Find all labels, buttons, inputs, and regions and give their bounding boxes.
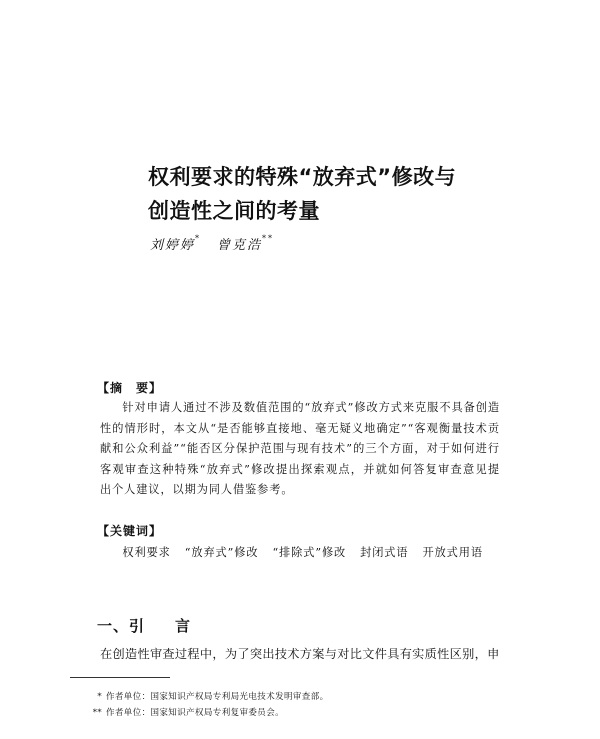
article-title — [148, 160, 518, 228]
author-name-2: 曾克浩 — [217, 238, 263, 253]
footnote-text-2: 作者单位：国家知识产权局专利复审委员会。 — [106, 708, 285, 718]
keyword-2: “放弃式”修改 — [184, 546, 259, 559]
footnote-text-1: 作者单位：国家知识产权局专利局光电技术发明审查部。 — [106, 692, 329, 702]
section-heading — [97, 615, 191, 636]
footnote-mark-2: ** — [92, 708, 102, 718]
footnote-2 — [72, 706, 284, 718]
keyword-5: 开放式用语 — [422, 546, 483, 559]
author-mark-2: ** — [262, 234, 275, 243]
section-number: 一、 — [97, 617, 130, 635]
keyword-4: 封闭式语 — [360, 546, 409, 559]
footnote-divider — [70, 677, 170, 678]
abstract-label: 【摘 要】 — [97, 381, 163, 395]
title-line-2: 创造性之间的考量 — [148, 199, 320, 223]
body-paragraph: 在创造性审查过程中，为了突出技术方案与对比文件具有实质性区别，申 — [100, 647, 500, 661]
author-mark-1: * — [195, 234, 202, 243]
section-title-char-1: 引 — [129, 617, 146, 635]
footnote-mark-1: * — [97, 692, 102, 702]
keywords-list — [100, 543, 500, 564]
keyword-1: 权利要求 — [122, 546, 171, 559]
abstract-text: 针对申请人通过不涉及数值范围的“放弃式”修改方式来克服不具备创造性的情形时，本文从“是否能够直接地、毫无疑义地确定”“客观衡量技术贡献和公众利益”“能否区分保护范围与现有技术”的三个方面，对于如何进行客观审查这种特殊“放弃式”修改提出探索观点，并就如何答复审查意见提出个人建议，以期为同人借鉴参考。 — [100, 401, 500, 497]
author-list — [150, 234, 274, 253]
footnote-1 — [72, 690, 329, 702]
author-name-1: 刘婷婷 — [150, 238, 196, 253]
keywords-label: 【关键词】 — [97, 524, 163, 538]
keyword-3: “排除式”修改 — [272, 546, 347, 559]
title-line-1: 权利要求的特殊“放弃式”修改与 — [148, 165, 457, 189]
section-title-char-2: 言 — [175, 617, 192, 635]
